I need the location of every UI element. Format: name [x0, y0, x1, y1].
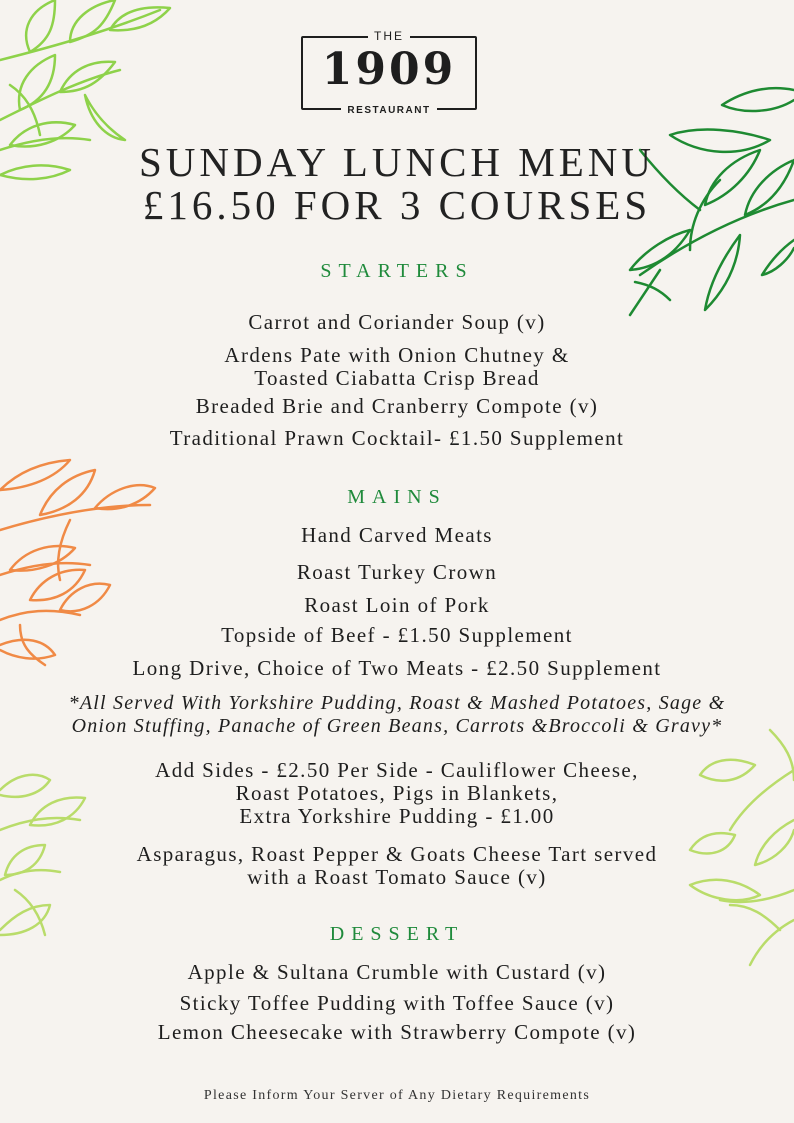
logo-the: THE	[368, 29, 410, 43]
sides-line: Extra Yorkshire Pudding - £1.00	[239, 804, 555, 828]
vegetarian-main: Asparagus, Roast Pepper & Goats Cheese Tart served	[136, 842, 658, 866]
logo-number: 1909	[321, 44, 457, 95]
restaurant-logo	[301, 29, 477, 116]
served-with-note: *All Served With Yorkshire Pudding, Roast & Mashed Potatoes, Sage &	[68, 692, 726, 714]
vegetarian-main: with a Roast Tomato Sauce (v)	[247, 865, 547, 889]
dessert-item: Lemon Cheesecake with Strawberry Compote (v)	[157, 1020, 637, 1044]
main-item: Hand Carved Meats	[301, 523, 493, 547]
served-with-note: Onion Stuffing, Panache of Green Beans, Carrots &Broccoli & Gravy*	[71, 715, 723, 737]
main-item: Topside of Beef - £1.50 Supplement	[221, 623, 573, 647]
mains-heading: MAINS	[347, 486, 447, 508]
dessert-heading: DESSERT	[329, 923, 465, 945]
sides-line: Add Sides - £2.50 Per Side - Cauliflower Cheese,	[155, 758, 639, 782]
starters-heading: STARTERS	[320, 260, 474, 282]
starter-item: Toasted Ciabatta Crisp Bread	[254, 366, 540, 390]
starter-item: Breaded Brie and Cranberry Compote (v)	[195, 394, 599, 418]
main-item: Long Drive, Choice of Two Meats - £2.50 Supplement	[132, 656, 662, 680]
starter-item: Ardens Pate with Onion Chutney &	[224, 343, 570, 367]
starter-item: Carrot and Coriander Soup (v)	[248, 310, 546, 334]
sides-line: Roast Potatoes, Pigs in Blankets,	[235, 781, 559, 805]
logo-restaurant: RESTAURANT	[341, 105, 436, 116]
dietary-note: Please Inform Your Server of Any Dietary Requirements	[203, 1088, 591, 1103]
main-item: Roast Turkey Crown	[296, 560, 498, 584]
starter-item: Traditional Prawn Cocktail- £1.50 Supplement	[169, 426, 625, 450]
main-item: Roast Loin of Pork	[304, 593, 490, 617]
dessert-item: Apple & Sultana Crumble with Custard (v)	[187, 960, 607, 984]
menu-title: SUNDAY LUNCH MENU	[139, 139, 655, 185]
menu-price: £16.50 FOR 3 COURSES	[142, 182, 652, 228]
dessert-item: Sticky Toffee Pudding with Toffee Sauce (v)	[179, 991, 615, 1015]
